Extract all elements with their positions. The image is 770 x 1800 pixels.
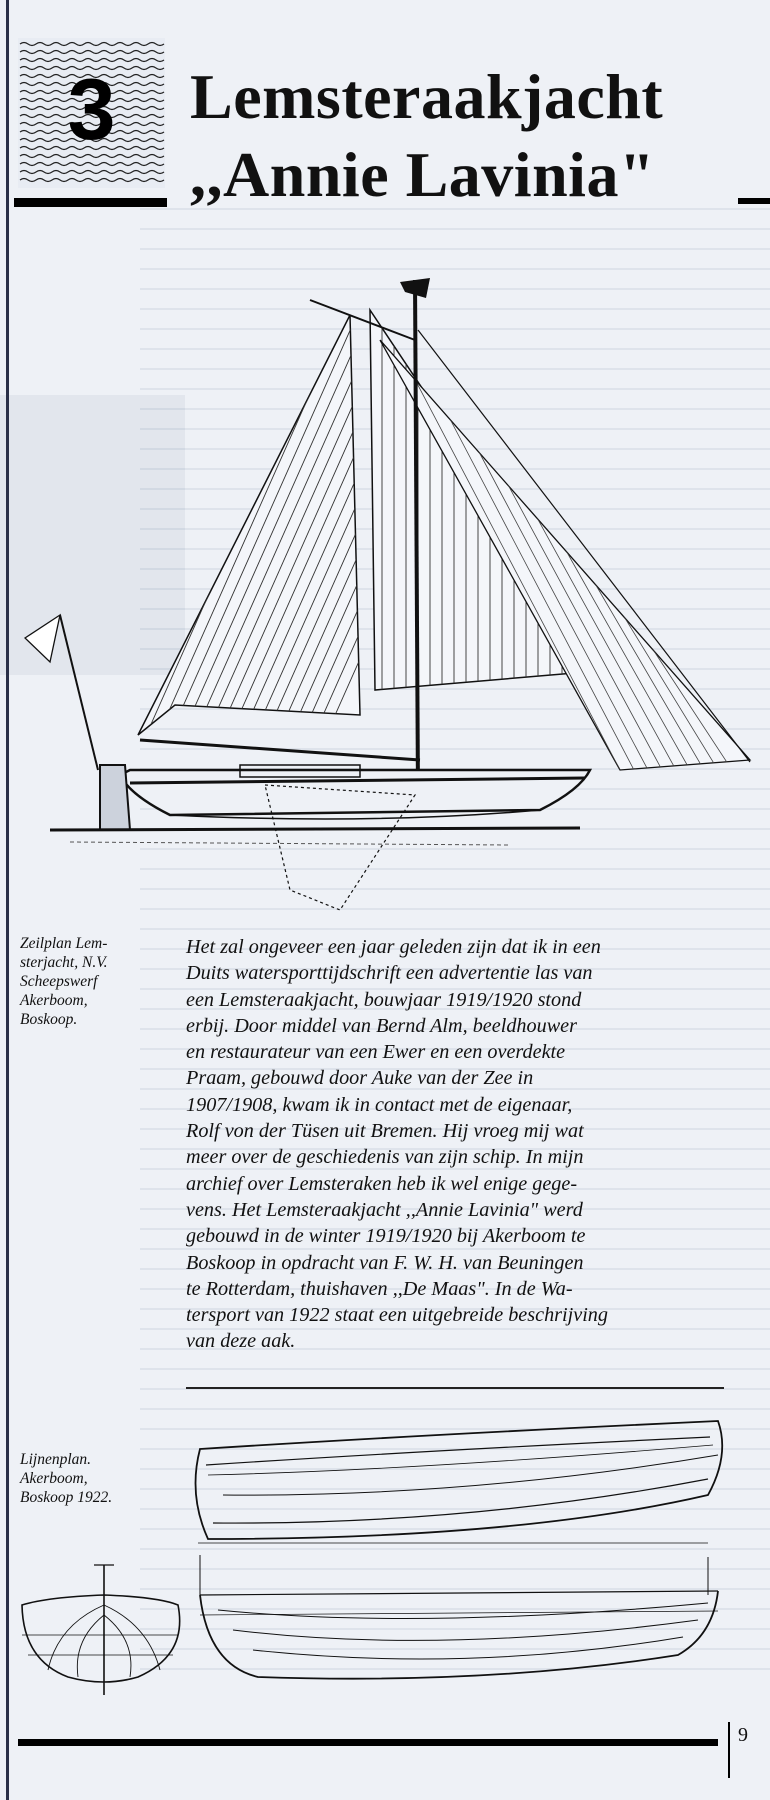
sail-plan-drawing — [20, 270, 755, 920]
caption-line: Akerboom, — [20, 1470, 88, 1487]
text-line: erbij. Door middel van Bernd Alm, beeldhouwer — [186, 1014, 577, 1037]
page-number-separator — [728, 1722, 730, 1778]
lines-plan-drawing — [18, 1415, 730, 1705]
caption-line: Scheepswerf — [20, 973, 98, 990]
intro-paragraph — [186, 934, 721, 1355]
section-divider — [186, 1387, 724, 1389]
caption-line: Lijnenplan. — [20, 1451, 92, 1468]
text-line: en restaurateur van een Ewer en een overdekte — [186, 1041, 566, 1064]
caption-line: Akerboom, — [20, 992, 88, 1009]
text-line: Het zal ongeveer een jaar geleden zijn dat ik in een — [186, 936, 601, 958]
text-line: Boskoop in opdracht van F. W. H. van Beuningen — [186, 1251, 584, 1274]
title-trailing-rule — [738, 198, 770, 204]
text-line: een Lemsteraakjacht, bouwjaar 1919/1920 stond — [186, 988, 582, 1011]
caption-line: Boskoop 1922. — [20, 1489, 113, 1506]
text-line: van deze aak. — [186, 1330, 296, 1353]
caption-line: sterjacht, N.V. — [20, 954, 108, 971]
chapter-number-rule — [14, 198, 167, 207]
text-line: tersport van 1922 staat een uitgebreide beschrijving — [186, 1304, 608, 1327]
page-title-line-2: ,,Annie Lavinia" — [190, 139, 655, 210]
text-line: meer over de geschiedenis van zijn schip. In mijn — [186, 1146, 584, 1169]
chapter-number: 3 — [67, 62, 116, 158]
text-line: Praam, gebouwd door Auke van der Zee in — [186, 1067, 534, 1090]
sail-plan-caption — [20, 934, 170, 1029]
text-line: 1907/1908, kwam ik in contact met de eigenaar, — [186, 1093, 573, 1116]
page-title-line-1: Lemsteraakjacht — [190, 61, 664, 132]
page-number: 9 — [738, 1724, 748, 1746]
text-line: archief over Lemsteraken heb ik wel enige gege- — [186, 1172, 578, 1195]
text-line: gebouwd in de winter 1919/1920 bij Akerboom te — [186, 1225, 586, 1248]
text-line: Rolf von der Tüsen uit Bremen. Hij vroeg mij wat — [186, 1120, 584, 1143]
text-line: te Rotterdam, thuishaven ,,De Maas". In de Wa- — [186, 1277, 573, 1300]
caption-line: Boskoop. — [20, 1011, 78, 1028]
caption-line: Zeilplan Lem- — [20, 935, 108, 952]
text-line: vens. Het Lemsteraakjacht ,,Annie Lavinia" werd — [186, 1198, 583, 1221]
footer-rule — [18, 1739, 718, 1746]
page-edge-line — [6, 0, 9, 1800]
text-line: Duits watersporttijdschrift een advertentie las van — [186, 962, 593, 985]
